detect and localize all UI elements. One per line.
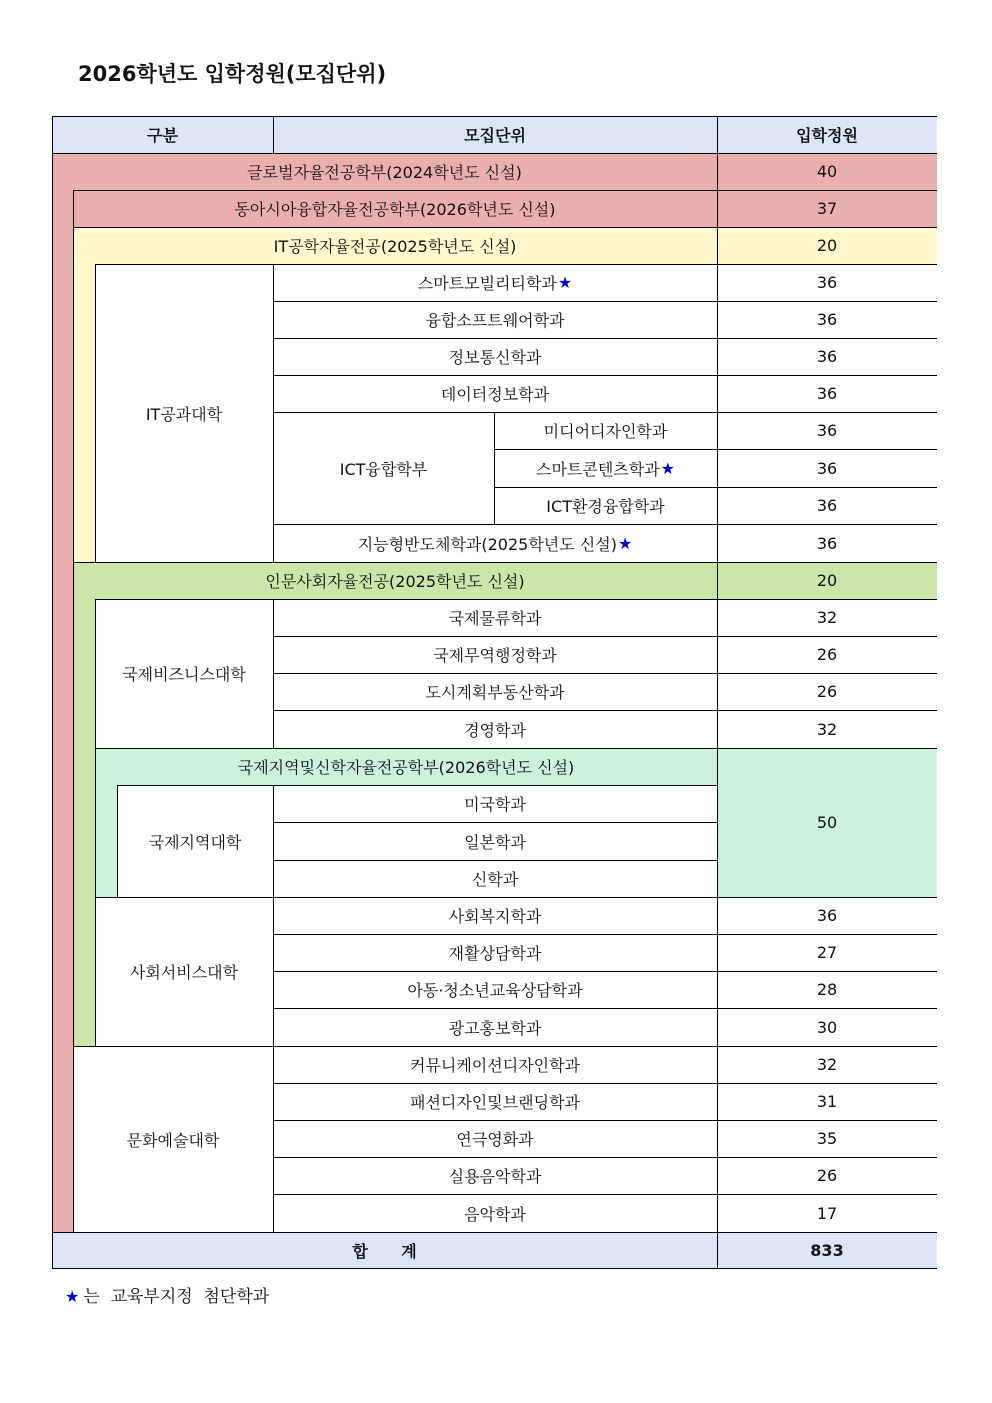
row-convergence-sw-value: 36 [816, 310, 838, 329]
total-label: 합 계 [352, 1242, 417, 1261]
row-east-asia-label: 동아시아융합자율전공학부(2026학년도 신설) [234, 200, 556, 219]
row-info-comm-label: 정보통신학과 [448, 348, 542, 367]
page-title: 2026학년도 입학정원(모집단위) [78, 62, 387, 86]
header-category: 구분 [147, 126, 178, 145]
row-intl-logistics-label: 국제물류학과 [448, 609, 542, 628]
yellow-band-left [73, 264, 95, 562]
row-east-asia-value: 37 [816, 199, 838, 218]
row-intl-region-school-value: 50 [816, 813, 838, 832]
footnote: ★ 는 교육부지정 첨단학과 [65, 1287, 270, 1307]
row-american-label: 미국학과 [464, 795, 526, 814]
row-global-label: 글로벌자율전공학부(2024학년도 신설) [247, 163, 522, 182]
row-smart-content-value: 36 [816, 458, 838, 478]
college-it: IT공과대학 [145, 404, 223, 424]
row-music-value: 17 [816, 1203, 838, 1223]
row-theology-label: 신학과 [471, 870, 519, 889]
row-practical-music-value: 26 [816, 1166, 838, 1185]
row-social-welfare-value: 36 [816, 906, 838, 925]
header-unit: 모집단위 [464, 126, 526, 145]
row-humanities-major-value: 20 [816, 571, 838, 590]
row-intl-region-school-label: 국제지역및신학자율전공학부(2026학년도 신설) [237, 758, 575, 777]
row-data-info-value: 36 [816, 384, 838, 403]
row-intl-logistics-value: 32 [816, 608, 838, 627]
row-smart-mobility-label: 스마트모빌리티학과 ★ [417, 273, 573, 293]
row-urban-planning-label: 도시계획부동산학과 [425, 683, 565, 702]
row-theater-film-label: 연극영화과 [456, 1130, 534, 1149]
row-rehab-counsel-value: 27 [816, 943, 838, 962]
college-intl-region: 국제지역대학 [148, 832, 242, 852]
row-business-admin-value: 32 [816, 719, 838, 739]
row-it-major-value: 20 [816, 236, 838, 255]
star-icon: ★ [557, 273, 573, 292]
college-social-service: 사회서비스대학 [129, 963, 239, 982]
row-semiconductor-value: 36 [816, 533, 838, 553]
row-advertising-value: 30 [816, 1017, 838, 1037]
row-comm-design-value: 32 [816, 1055, 838, 1074]
row-it-major-label: IT공학자율전공(2025학년도 신설) [273, 237, 517, 256]
row-data-info-label: 데이터정보학과 [440, 385, 550, 404]
row-youth-counsel-value: 28 [816, 980, 838, 999]
total-value: 833 [810, 1241, 844, 1260]
row-media-design-label: 미디어디자인학과 [543, 422, 668, 441]
row-convergence-sw-label: 융합소프트웨어학과 [425, 311, 565, 330]
row-intl-trade-value: 26 [816, 645, 838, 664]
row-global-value: 40 [816, 162, 838, 181]
row-business-admin-label: 경영학과 [464, 720, 526, 740]
star-icon: ★ [660, 458, 675, 478]
row-fashion-design-value: 31 [816, 1092, 838, 1111]
row-japanese-label: 일본학과 [464, 832, 526, 852]
row-comm-design-label: 커뮤니케이션디자인학과 [409, 1056, 581, 1075]
row-semiconductor-label: 지능형반도체학과(2025학년도 신설) ★ [357, 533, 633, 554]
star-icon: ★ [65, 1287, 80, 1306]
row-urban-planning-value: 26 [816, 682, 838, 701]
mint-band-left [95, 785, 117, 897]
row-fashion-design-label: 패션디자인및브랜딩학과 [409, 1093, 581, 1112]
row-ict-env-label: ICT환경융합학과 [546, 497, 665, 516]
row-practical-music-label: 실용음악학과 [448, 1167, 542, 1186]
green-band-left [73, 599, 95, 1046]
row-media-design-value: 36 [816, 421, 838, 440]
row-music-label: 음악학과 [464, 1204, 526, 1224]
row-intl-trade-label: 국제무역행정학과 [433, 646, 557, 665]
row-theater-film-value: 35 [816, 1129, 838, 1148]
row-ict-env-value: 36 [816, 496, 838, 515]
row-rehab-counsel-label: 재활상담학과 [448, 944, 542, 963]
row-info-comm-value: 36 [816, 347, 838, 366]
row-youth-counsel-label: 아동·청소년교육상담학과 [407, 981, 583, 1000]
school-ict: ICT융합학부 [339, 459, 428, 479]
row-smart-mobility-value: 36 [816, 273, 838, 292]
pink-band-left [52, 227, 73, 1232]
row-advertising-label: 광고홍보학과 [448, 1018, 542, 1038]
row-humanities-major-label: 인문사회자율전공(2025학년도 신설) [265, 572, 525, 591]
star-icon: ★ [617, 533, 633, 553]
row-social-welfare-label: 사회복지학과 [448, 907, 542, 926]
row-smart-content-label: 스마트콘텐츠학과 ★ [536, 458, 675, 479]
college-culture-art: 문화예술대학 [126, 1130, 220, 1150]
header-quota: 입학정원 [796, 126, 858, 145]
college-intl-business: 국제비즈니스대학 [122, 665, 246, 684]
